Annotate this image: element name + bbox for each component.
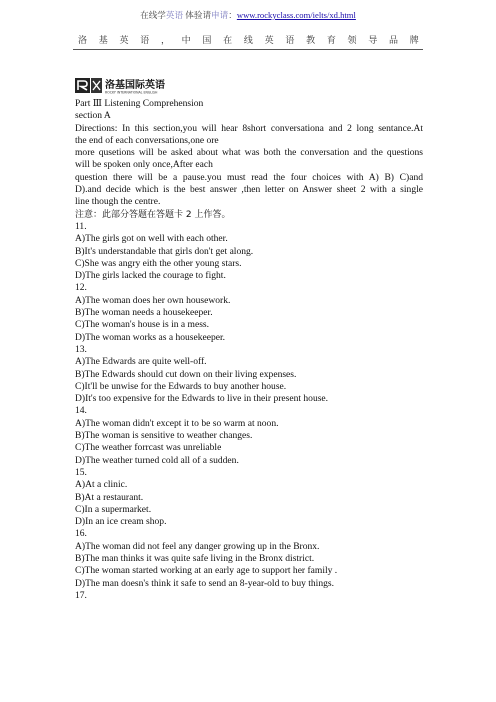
answer-option: C)In a supermarket. (75, 503, 152, 515)
answer-option: B)The woman needs a housekeeper. (75, 307, 213, 319)
question-number: 11. (75, 220, 87, 232)
brand-char: 英 (119, 35, 129, 45)
answer-option: A)The girls got on well with each other. (75, 233, 228, 245)
brand-char: 导 (368, 35, 378, 45)
section-title: section A (75, 110, 111, 122)
brand-char: 在 (223, 35, 233, 45)
answer-option: A)At a clinic. (75, 479, 128, 491)
header-url-link[interactable]: www.rockyclass.com/ielts/xd.html (236, 10, 356, 20)
brand-slogan (78, 33, 419, 46)
brand-char: 语 (285, 35, 295, 45)
answer-option: C)The woman started working at an early age to support her family . (75, 565, 338, 577)
question-number: 15. (75, 466, 87, 478)
answer-option: D)It's too expensive for the Edwards to live in their present house. (75, 393, 329, 405)
answer-option: D)The girls lacked the courage to fight. (75, 270, 226, 282)
question-number: 13. (75, 343, 87, 355)
brand-char: ， (160, 35, 170, 45)
header-divider (73, 49, 423, 50)
question-number: 14. (75, 405, 87, 417)
question-number: 16. (75, 528, 87, 540)
answer-option: C)It'll be unwise for the Edwards to buy another house. (75, 380, 287, 392)
answer-option: D)In an ice cream shop. (75, 516, 167, 528)
directions-line: question there will be a pause.you must read the four choices with A) B) C)and (75, 171, 423, 183)
answer-option: B)The Edwards should cut down on their living expenses. (75, 368, 297, 380)
answer-option: A)The woman didn't except it to be so warm at noon. (75, 417, 279, 429)
directions-line: will be spoken only once,After each (75, 159, 213, 171)
brand-char: 基 (98, 35, 108, 45)
answer-option: D)The man doesn's think it safe to send an 8-year-old to buy things. (75, 577, 334, 589)
header-highlight-apply: 申请 (211, 10, 229, 20)
answer-option: B)At a restaurant. (75, 491, 144, 503)
brand-char: 育 (326, 35, 336, 45)
part-title: Part Ⅲ Listening Comprehension (75, 98, 204, 109)
header-middle: 体验请 (183, 10, 212, 20)
logo-text: 洛基国际英语 (105, 80, 165, 91)
logo-subtext: ROCKY INTERNATIONAL ENGLISH (105, 90, 158, 94)
answer-option: C)The woman's house is in a mess. (75, 319, 210, 331)
header-prefix: 在线学 (140, 10, 166, 20)
answer-option: B)It's understandable that girls don't get along. (75, 245, 254, 257)
directions-line: Directions: In this section,you will hear 8short conversationa and 2 long sentance.At (75, 122, 423, 134)
answer-option: D)The woman works as a housekeeper. (75, 331, 226, 343)
directions-line: line though the centre. (75, 196, 161, 208)
answer-option: C)She was angry eith the other young stars. (75, 257, 242, 269)
answer-option: D)The weather turned cold all of a sudden. (75, 454, 239, 466)
brand-char: 语 (140, 35, 150, 45)
answer-option: A)The Edwards are quite well-off. (75, 356, 207, 368)
answer-option: A)The woman did not feel any danger growing up in the Bronx. (75, 540, 320, 552)
brand-char: 国 (202, 35, 212, 45)
brand-char: 中 (181, 35, 191, 45)
header-highlight-english: 英语 (165, 10, 184, 20)
answer-option: A)The woman does her own housework. (75, 294, 231, 306)
directions-line: the end of each conversations,one ore (75, 134, 219, 146)
question-number: 17. (75, 589, 87, 601)
exam-content (75, 98, 423, 602)
header-colon: ： (228, 10, 237, 20)
answer-option: C)The weather forrcast was unreliable (75, 442, 222, 454)
brand-char: 品 (389, 35, 399, 45)
question-number: 12. (75, 282, 87, 294)
directions-line: more qusetions will be asked about what was both the conversation and the questions (75, 147, 423, 159)
directions-line: D).and decide which is the best answer ,then letter on Answer sheet 2 with a single (75, 184, 423, 196)
brand-char: 英 (264, 35, 274, 45)
brand-char: 牌 (409, 35, 419, 45)
brand-char: 领 (347, 35, 357, 45)
answer-option: B)The man thinks it was quite safe living in the Bronx district. (75, 552, 315, 564)
answer-option: B)The woman is sensitive to weather changes. (75, 430, 253, 442)
header-ad-line (0, 9, 496, 21)
answer-note: 注意：此部分答题在答题卡 2 上作答。 (75, 209, 231, 220)
brand-char: 洛 (78, 35, 88, 45)
brand-char: 线 (243, 35, 253, 45)
rocky-logo (75, 77, 195, 94)
brand-char: 教 (306, 35, 316, 45)
